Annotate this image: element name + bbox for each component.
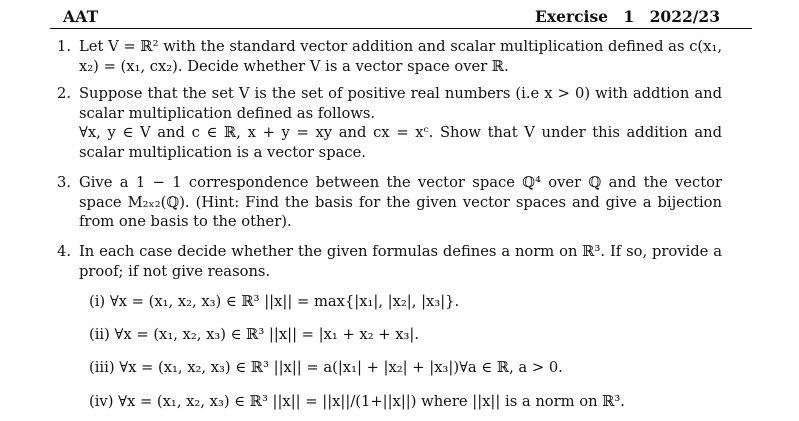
page-header — [0, 0, 799, 30]
question-4-part-iv: (iv) ∀x = (x₁, x₂, x₃) ∈ ℝ³ ||x|| = ||x||/(1+||x||) where ||x|| is a norm on ℝ³. — [89, 393, 625, 410]
question-4-part-iii: (iii) ∀x = (x₁, x₂, x₃) ∈ ℝ³ ||x|| = a(|x₁| + |x₂| + |x₃|)∀a ∈ ℝ, a > 0. — [89, 359, 563, 376]
question-number: 3. — [57, 174, 72, 191]
question-text: Let V = ℝ² with the standard vector addition and scalar multiplication defined as c(x₁, x₂) = (x₁, cx₂). Decide whether V is a vector space over ℝ. — [79, 38, 722, 75]
question-number: 2. — [57, 85, 72, 102]
question-2 — [57, 84, 722, 162]
question-number: 1. — [57, 38, 72, 55]
question-text: Suppose that the set V is the set of positive real numbers (i.e x > 0) with addtion and scalar multiplication defined as follows. — [79, 85, 722, 122]
question-4 — [57, 242, 722, 281]
question-text: Give a 1 − 1 correspondence between the vector space ℚ⁴ over ℚ and the vector space M₂ₓ₂(ℚ). (Hint: Find the basis for the given vector spaces and give a bijection from one basis to the other). — [79, 174, 722, 230]
academic-year: 2022/23 — [649, 7, 720, 26]
question-text: ∀x, y ∈ V and c ∈ ℝ, x + y = xy and cx = xᶜ. Show that V under this addition and scalar multiplication is a vector space. — [79, 124, 722, 161]
question-number: 4. — [57, 243, 72, 260]
exercise-title — [535, 7, 720, 26]
question-4-part-ii: (ii) ∀x = (x₁, x₂, x₃) ∈ ℝ³ ||x|| = |x₁ + x₂ + x₃|. — [89, 326, 420, 343]
header-rule — [50, 28, 752, 29]
question-1 — [57, 37, 722, 76]
course-code: AAT — [63, 7, 99, 26]
question-4-part-i: (i) ∀x = (x₁, x₂, x₃) ∈ ℝ³ ||x|| = max{|x₁|, |x₂|, |x₃|}. — [89, 293, 460, 310]
exercise-label: Exercise 1 — [535, 7, 635, 26]
question-3 — [57, 173, 722, 232]
question-text: In each case decide whether the given formulas defines a norm on ℝ³. If so, provide a proof; if not give reasons. — [79, 243, 722, 280]
